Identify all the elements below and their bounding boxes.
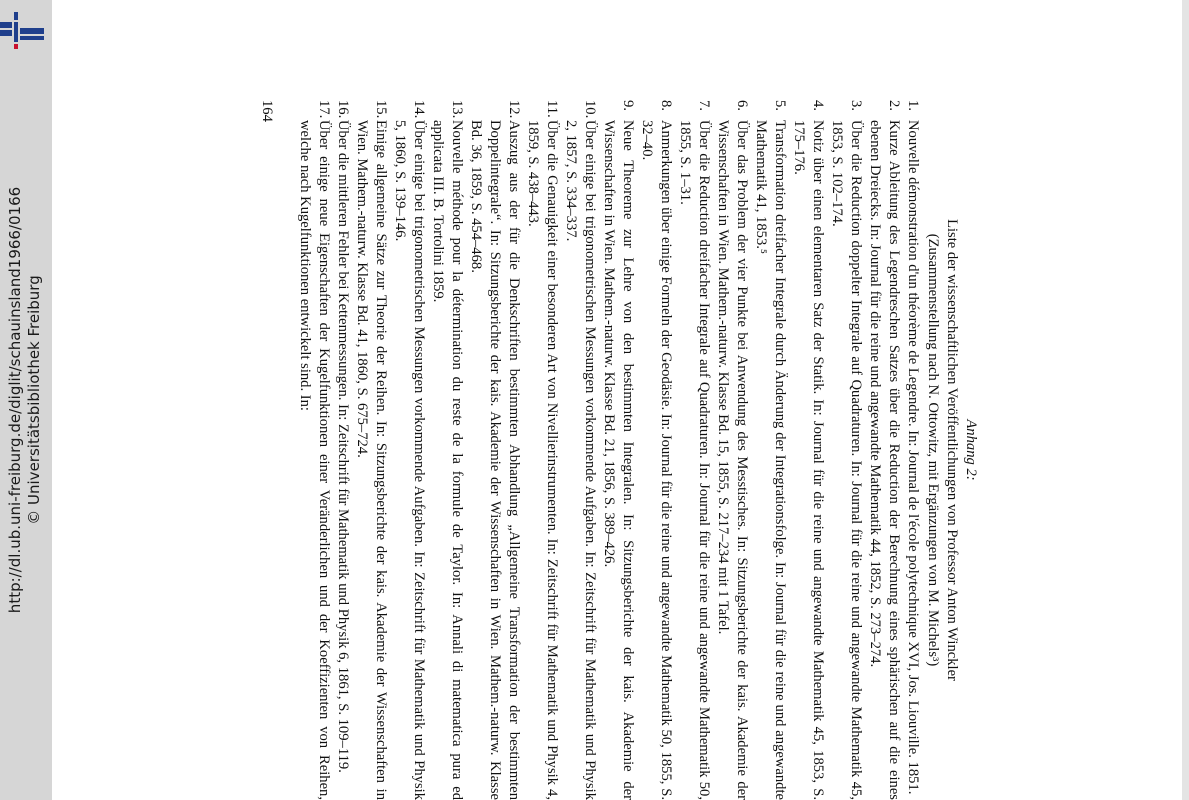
item-number: 6.	[734, 100, 750, 111]
item-number: 17.	[316, 100, 332, 119]
item-text: Kurze Ableitung des Legendreschen Satzes über die Reduction der Berechnung eines sphärischen auf die eines ebenen Dreiecks. In: Journal für die reine und angewandte Mathematik 44, 1852, S. 273–274.	[867, 120, 902, 800]
source-url-link[interactable]: http://dl.ub.uni-freiburg.de/diglit/schauinsland1966/0166	[6, 186, 24, 614]
list-subtitle: (Zusammenstellung nach N. Ottowitz, mit Ergänzungen von M. Michels³)	[925, 233, 941, 667]
item-text: Auszug aus der für die Denkschriften bestimmten Abhandlung „Allgemeine Transformation der bestimmten Doppelintegrale“. In: Sitzungsberichte der kais. Akademie der Wissenschaften in Wien. Mathem.-naturw. Klasse Bd. 36, 1859, S. 454–468.	[468, 120, 522, 800]
item-number: 10.	[582, 100, 598, 119]
publication-item	[751, 100, 789, 800]
item-text: Über das Problem der vier Punkte bei Anwendung des Messtisches. In: Sitzungsberichte der kais. Akademie der Wissenschaften in Wien. Mathem.-naturw. Klasse Bd. 15, 1855, S. 217–234 mit 1 Tafel.	[715, 120, 750, 800]
item-number: 11.	[544, 100, 560, 118]
publication-item	[466, 100, 523, 800]
page-edge	[1182, 0, 1189, 800]
item-number: 3.	[848, 100, 864, 111]
item-number: 16.	[335, 100, 351, 119]
publication-item	[599, 100, 637, 800]
footer-credits	[0, 0, 52, 800]
item-number: 12.	[506, 100, 522, 119]
item-text: Anmerkungen über einige Formeln der Geodäsie. In: Journal für die reine und angewandte Mathematik 50, 1855, S. 32–40.	[639, 120, 674, 800]
publication-item	[903, 100, 922, 800]
page-number: 164	[259, 100, 275, 122]
item-text: Über einige bei trigonometrischen Messungen vorkommende Aufgaben. In: Zeitschrift für Mathematik und Physik 5, 1860, S. 139–146.	[392, 120, 427, 800]
item-number: 14.	[411, 100, 427, 119]
item-text: Nouvelle démonstration d'un théorème de Legendre. In: Journal de l'école polytechnique XVI, Jos. Liouville. 1851.	[905, 120, 921, 795]
item-text: Über die Reduction doppelter Integrale auf Quadraturen. In: Journal für die reine und angewandte Mathematik 45, 1853, S. 102–174.	[829, 120, 864, 800]
publication-item	[333, 100, 352, 800]
publication-list	[295, 100, 922, 800]
publication-item	[295, 100, 333, 800]
publication-item	[789, 100, 827, 800]
item-number: 15.	[373, 100, 389, 119]
copyright-text: © Universitätsbibliothek Freiburg	[25, 275, 43, 525]
appendix-heading: Anhang 2:	[963, 419, 979, 481]
publication-item	[827, 100, 865, 800]
item-number: 2.	[886, 100, 902, 111]
item-number: 8.	[658, 100, 674, 111]
item-text: Notiz über einen elementaren Satz der Statik. In: Journal für die reine und angewandte Mathematik 45, 1853, S. 175–176.	[791, 120, 826, 800]
item-text: Über einige bei trigonometrischen Messungen vorkommende Aufgaben. In: Zeitschrift für Mathematik und Physik 2, 1857, S. 334–337.	[563, 120, 598, 800]
publication-item	[352, 100, 390, 800]
item-text: Transformation dreifacher Integrale durch Änderung der Integrationsfolge. In: Journal für die reine und angewandte Mathematik 41, 1853.⁵	[753, 120, 788, 800]
item-number: 9.	[620, 100, 636, 111]
item-number: 4.	[810, 100, 826, 111]
publication-item	[561, 100, 599, 800]
list-title: Liste der wissenschaftlichen Veröffentlichungen von Professor Anton Winckler	[944, 219, 960, 681]
item-number: 13.	[449, 100, 465, 119]
item-text: Einige allgemeine Sätze zur Theorie der Reihen. In: Sitzungsberichte der kais. Akademie der Wissenschaften in Wien. Mathem.-naturw. Klasse Bd. 41, 1860, S. 675–724.	[354, 120, 389, 800]
item-text: Über die Reduction dreifacher Integrale auf Quadraturen. In: Journal für die reine und angewandte Mathematik 50, 1855, S. 1–31.	[677, 120, 712, 800]
item-number: 1.	[905, 100, 921, 111]
publication-item	[523, 100, 561, 800]
publication-item	[637, 100, 675, 800]
publication-item	[675, 100, 713, 800]
publication-item	[713, 100, 751, 800]
publication-item	[428, 100, 466, 800]
publication-item	[865, 100, 903, 800]
item-text: Über die Genauigkeit einer besonderen Art von Nivellierinstrumenten. In: Zeitschrift für Mathematik und Physik 4, 1859, S. 438–443.	[525, 120, 560, 800]
item-text: Über einige neue Eigenschaften der Kugelfunktionen einer Veränderlichen und der Koeffizienten von Reihen, welche nach Kugelfunktionen entwickelt sind. In:	[297, 120, 332, 800]
publication-item	[390, 100, 428, 800]
scanned-page	[240, 100, 980, 800]
item-text: Neue Theoreme zur Lehre von den bestimmten Integralen. In: Sitzungsberichte der kais. Akademie der Wissenschaften in Wien. Mathem.-naturw. Klasse Bd. 21, 1856, S. 389–426.	[601, 120, 636, 800]
viewer-side-strip	[0, 0, 52, 800]
item-text: Nouvelle méthode pour la détermination du reste de la formule de Taylor. In: Annali di matematica pura ed applicata III. B. Tortolini 1859.	[430, 120, 465, 800]
item-number: 5.	[772, 100, 788, 111]
item-number: 7.	[696, 100, 712, 111]
item-text: Über die mittleren Fehler bei Kettenmessungen. In: Zeitschrift für Mathematik und Physik 6, 1861, S. 109–119.	[335, 120, 351, 773]
